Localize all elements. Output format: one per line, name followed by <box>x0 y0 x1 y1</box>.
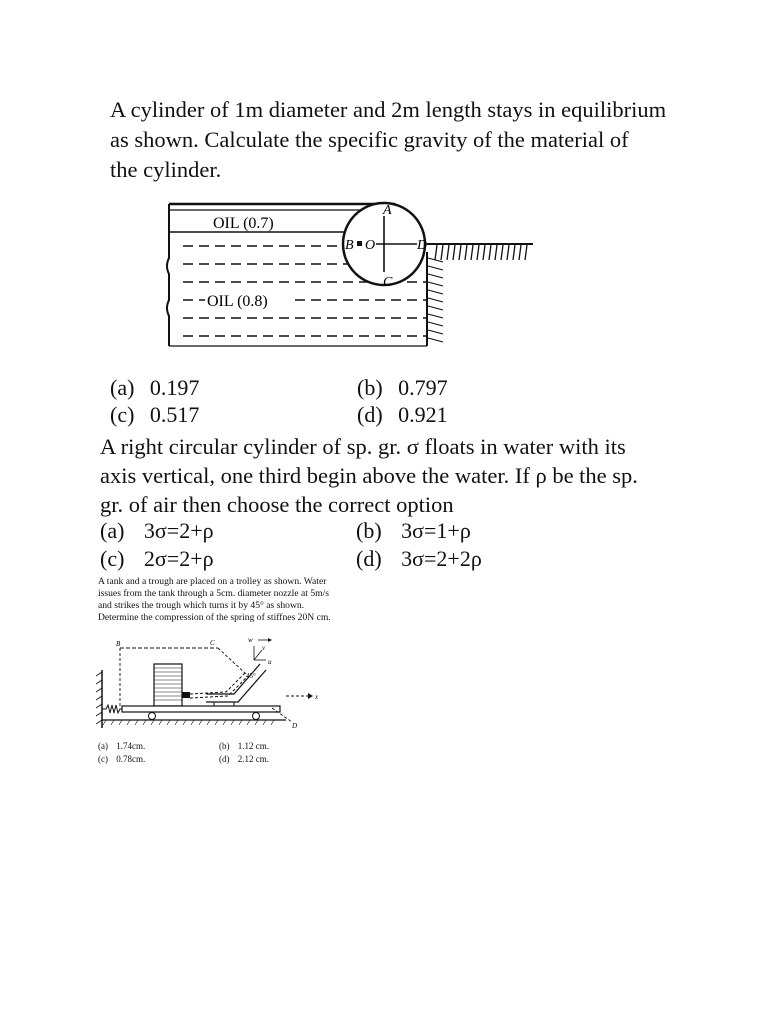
q1-option-d-key: (d) <box>357 402 383 427</box>
q3-option-d-key: (d) <box>219 754 230 764</box>
q1-option-b-key: (b) <box>357 375 383 400</box>
q3-label-u: u <box>268 658 272 666</box>
q1-line-1: A cylinder of 1m diameter and 2m length stays in equilibrium <box>110 97 667 122</box>
q3-option-a[interactable] <box>98 741 145 752</box>
q3-label-d: D <box>292 722 298 730</box>
tank-left-wall <box>167 204 169 346</box>
q2-option-d[interactable] <box>356 546 482 572</box>
q3-label-w: w <box>248 636 253 644</box>
point-b-label: B <box>345 238 354 253</box>
q2-option-a-value: 3σ=2+ρ <box>143 518 214 543</box>
q3-option-c[interactable] <box>98 754 145 765</box>
q3-wheel-right <box>253 713 260 720</box>
q2-option-c-key: (c) <box>100 546 125 571</box>
q1-option-d-value: 0.921 <box>398 402 448 427</box>
q3-line-4: Determine the compression of the spring of stiffnes 20N cm. <box>98 612 331 623</box>
q3-nozzle <box>182 692 190 698</box>
q2-option-a[interactable] <box>100 518 214 544</box>
q3-ground-hatch <box>103 720 274 725</box>
q3-angle-label: 45° <box>246 672 256 680</box>
q2-line-1: A right circular cylinder of sp. gr. σ floats in water with its <box>100 434 626 459</box>
q3-wheel-left <box>149 713 156 720</box>
oil-top-label: OIL (0.7) <box>213 215 274 232</box>
q3-option-a-value: 1.74cm. <box>116 741 146 751</box>
q3-option-b-value: 1.12 cm. <box>237 741 269 751</box>
q1-option-d[interactable] <box>357 402 448 428</box>
q3-wall-hatch <box>96 672 102 724</box>
q3-option-c-value: 0.78cm. <box>116 754 146 764</box>
q3-option-b[interactable] <box>219 741 269 752</box>
q3-trolley <box>122 706 280 712</box>
q2-line-3: gr. of air then choose the correct option <box>100 492 454 517</box>
q1-line-3: the cylinder. <box>110 157 222 182</box>
point-o-label: O <box>365 238 376 253</box>
q1-option-a-key: (a) <box>110 375 135 400</box>
q3-spring <box>102 705 122 713</box>
q3-option-a-key: (a) <box>98 741 108 751</box>
q2-option-d-key: (d) <box>356 546 382 571</box>
q1-option-c[interactable] <box>110 402 199 428</box>
q3-option-c-key: (c) <box>98 754 108 764</box>
q3-label-x: x <box>315 693 319 701</box>
q3-option-d[interactable] <box>219 754 269 765</box>
q3-figure <box>96 634 336 738</box>
q2-option-c[interactable] <box>100 546 214 572</box>
q3-line-2: issues from the tank through a 5cm. diameter nozzle at 5m/s <box>98 588 329 599</box>
point-a-label: A <box>383 203 392 218</box>
q1-option-a[interactable] <box>110 375 199 401</box>
q3-label-b: B <box>116 640 121 648</box>
q2-option-b[interactable] <box>356 518 471 544</box>
q2-option-a-key: (a) <box>100 518 125 543</box>
q1-option-c-key: (c) <box>110 402 135 427</box>
oil-bottom-label: OIL (0.8) <box>207 293 268 310</box>
q2-option-c-value: 2σ=2+ρ <box>143 546 214 571</box>
q1-line-2: as shown. Calculate the specific gravity of the material of <box>110 127 629 152</box>
q3-option-d-value: 2.12 cm. <box>237 754 269 764</box>
q3-line-1: A tank and a trough are placed on a trolley as shown. Water <box>98 576 327 587</box>
q2-option-d-value: 3σ=2+2ρ <box>401 546 482 571</box>
point-c-label: C <box>383 275 393 290</box>
q1-option-c-value: 0.517 <box>149 402 200 427</box>
q3-option-b-key: (b) <box>219 741 230 751</box>
q2-option-b-key: (b) <box>356 518 382 543</box>
q3-label-c: C <box>210 639 215 647</box>
q1-figure <box>155 196 545 366</box>
q2-option-b-value: 3σ=1+ρ <box>401 518 471 543</box>
q3-label-v: v <box>262 644 266 652</box>
q1-option-a-value: 0.197 <box>149 375 200 400</box>
q1-option-b[interactable] <box>357 375 448 401</box>
point-d-label: D <box>417 238 428 253</box>
q3-line-3: and strikes the trough which turns it by 45° as shown. <box>98 600 305 611</box>
q1-option-b-value: 0.797 <box>398 375 448 400</box>
wall-hatching <box>428 258 443 342</box>
ground-hatching <box>435 245 527 260</box>
q2-line-2: axis vertical, one third begin above the water. If ρ be the sp. <box>100 463 638 488</box>
